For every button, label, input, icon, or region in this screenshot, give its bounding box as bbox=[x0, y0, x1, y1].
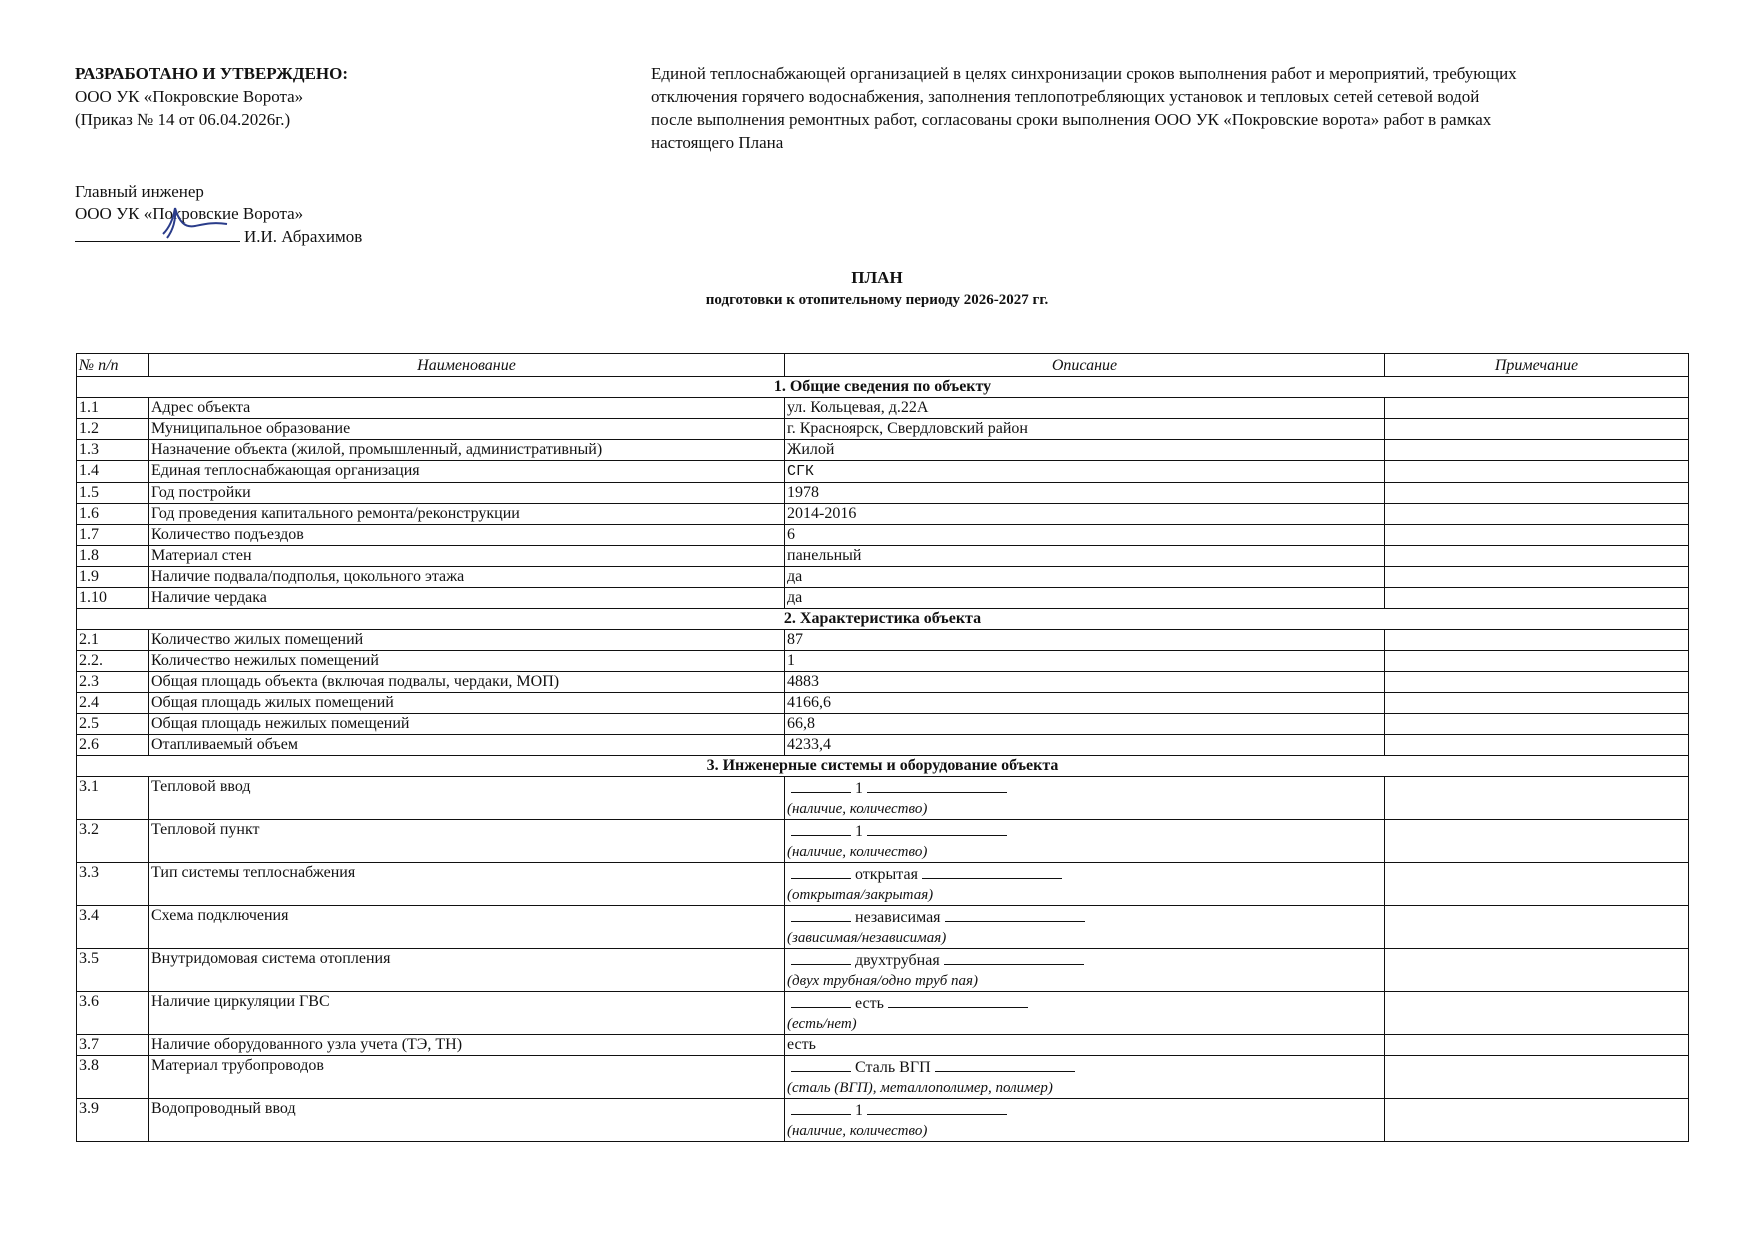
cell-name: Наличие чердака bbox=[149, 588, 785, 609]
value-text: 2014-2016 bbox=[787, 505, 857, 522]
table-row bbox=[77, 630, 1689, 651]
blank-line bbox=[922, 863, 1062, 879]
section-header-row bbox=[77, 756, 1689, 777]
blank-line bbox=[935, 1056, 1075, 1072]
table-row bbox=[77, 398, 1689, 419]
cell-note bbox=[1385, 992, 1689, 1035]
cell-note bbox=[1385, 461, 1689, 483]
blank-line bbox=[791, 992, 851, 1008]
cell-note bbox=[1385, 906, 1689, 949]
cell-note bbox=[1385, 777, 1689, 820]
cell-desc bbox=[785, 588, 1385, 609]
section-title: 2. Характеристика объекта bbox=[77, 609, 1689, 630]
approval-order: (Приказ № 14 от 06.04.2026г.) bbox=[75, 110, 291, 129]
cell-name: Муниципальное образование bbox=[149, 419, 785, 440]
signer-org: ООО УК «Покровские Ворота» bbox=[75, 204, 304, 223]
value-text: 1 bbox=[851, 1102, 867, 1119]
cell-num: 3.4 bbox=[77, 906, 149, 949]
cell-desc bbox=[785, 777, 1385, 820]
cell-num: 3.3 bbox=[77, 863, 149, 906]
table-row bbox=[77, 906, 1689, 949]
cell-desc bbox=[785, 525, 1385, 546]
table-row bbox=[77, 1056, 1689, 1099]
value-text: 4233,4 bbox=[787, 736, 831, 753]
value-text: есть bbox=[851, 995, 888, 1012]
blank-line bbox=[791, 820, 851, 836]
table-row bbox=[77, 672, 1689, 693]
value-text: 6 bbox=[787, 526, 795, 543]
table-row bbox=[77, 546, 1689, 567]
hint-text: (сталь (ВГП), металлополимер, полимер) bbox=[787, 1080, 1053, 1096]
table-row bbox=[77, 440, 1689, 461]
table-row bbox=[77, 820, 1689, 863]
cell-desc bbox=[785, 1056, 1385, 1099]
value-text: Сталь ВГП bbox=[851, 1059, 935, 1076]
cell-note bbox=[1385, 672, 1689, 693]
table-row bbox=[77, 1099, 1689, 1142]
table-row bbox=[77, 777, 1689, 820]
signer-name: И.И. Абрахимов bbox=[244, 227, 363, 246]
hint-text: (двух трубная/одно труб пая) bbox=[787, 973, 979, 989]
table-row bbox=[77, 525, 1689, 546]
cell-note bbox=[1385, 419, 1689, 440]
cell-name: Общая площадь объекта (включая подвалы, чердаки, МОП) bbox=[149, 672, 785, 693]
cell-num: 1.8 bbox=[77, 546, 149, 567]
plan-table bbox=[76, 353, 1689, 1142]
cell-note bbox=[1385, 630, 1689, 651]
cell-num: 2.2. bbox=[77, 651, 149, 672]
agreement-line: настоящего Плана bbox=[651, 133, 784, 152]
table-row bbox=[77, 1035, 1689, 1056]
cell-desc bbox=[785, 693, 1385, 714]
table-row bbox=[77, 693, 1689, 714]
cell-num: 2.6 bbox=[77, 735, 149, 756]
cell-name: Адрес объекта bbox=[149, 398, 785, 419]
cell-num: 1.4 bbox=[77, 461, 149, 483]
table-row bbox=[77, 949, 1689, 992]
table-row bbox=[77, 714, 1689, 735]
cell-note bbox=[1385, 588, 1689, 609]
value-text: панельный bbox=[787, 547, 862, 564]
value-text: 4166,6 bbox=[787, 694, 831, 711]
cell-desc bbox=[785, 398, 1385, 419]
cell-desc bbox=[785, 567, 1385, 588]
cell-desc bbox=[785, 735, 1385, 756]
cell-name: Единая теплоснабжающая организация bbox=[149, 461, 785, 483]
filled-value bbox=[787, 992, 1382, 1014]
section-title: 1. Общие сведения по объекту bbox=[77, 377, 1689, 398]
cell-note bbox=[1385, 651, 1689, 672]
filled-value bbox=[787, 863, 1382, 885]
filled-value bbox=[787, 1056, 1382, 1078]
cell-name: Год проведения капитального ремонта/реконструкции bbox=[149, 504, 785, 525]
cell-note bbox=[1385, 693, 1689, 714]
cell-desc bbox=[785, 483, 1385, 504]
cell-num: 3.9 bbox=[77, 1099, 149, 1142]
hint-text: (наличие, количество) bbox=[787, 1123, 928, 1139]
table-row bbox=[77, 735, 1689, 756]
blank-line bbox=[867, 1099, 1007, 1115]
filled-value bbox=[787, 949, 1382, 971]
cell-num: 1.3 bbox=[77, 440, 149, 461]
blank-line bbox=[791, 1099, 851, 1115]
header-name: Наименование bbox=[149, 354, 785, 377]
blank-line bbox=[791, 863, 851, 879]
cell-desc bbox=[785, 949, 1385, 992]
cell-num: 3.2 bbox=[77, 820, 149, 863]
cell-name: Год постройки bbox=[149, 483, 785, 504]
cell-desc bbox=[785, 1035, 1385, 1056]
cell-num: 3.6 bbox=[77, 992, 149, 1035]
cell-num: 2.4 bbox=[77, 693, 149, 714]
cell-num: 3.5 bbox=[77, 949, 149, 992]
blank-line bbox=[791, 906, 851, 922]
cell-num: 3.1 bbox=[77, 777, 149, 820]
blank-line bbox=[867, 820, 1007, 836]
blank-line bbox=[945, 906, 1085, 922]
blank-line bbox=[888, 992, 1028, 1008]
value-text: 87 bbox=[787, 631, 803, 648]
cell-name: Материал трубопроводов bbox=[149, 1056, 785, 1099]
cell-name: Отапливаемый объем bbox=[149, 735, 785, 756]
cell-note bbox=[1385, 735, 1689, 756]
value-text: СГК bbox=[787, 463, 815, 480]
blank-line bbox=[791, 949, 851, 965]
table-row bbox=[77, 992, 1689, 1035]
value-text: да bbox=[787, 568, 803, 585]
hint-text: (зависимая/независимая) bbox=[787, 930, 947, 946]
value-text: г. Красноярск, Свердловский район bbox=[787, 420, 1028, 437]
cell-note bbox=[1385, 714, 1689, 735]
blank-line bbox=[867, 777, 1007, 793]
cell-name: Общая площадь жилых помещений bbox=[149, 693, 785, 714]
cell-note bbox=[1385, 949, 1689, 992]
table-header-row bbox=[77, 354, 1689, 377]
cell-note bbox=[1385, 567, 1689, 588]
value-text: открытая bbox=[851, 866, 922, 883]
value-text: есть bbox=[787, 1036, 816, 1053]
cell-name: Тип системы теплоснабжения bbox=[149, 863, 785, 906]
cell-desc bbox=[785, 863, 1385, 906]
value-text: 1 bbox=[851, 780, 867, 797]
cell-desc bbox=[785, 1099, 1385, 1142]
cell-name: Количество подъездов bbox=[149, 525, 785, 546]
cell-desc bbox=[785, 461, 1385, 483]
value-text: независимая bbox=[851, 909, 945, 926]
cell-desc bbox=[785, 440, 1385, 461]
cell-num: 1.2 bbox=[77, 419, 149, 440]
approval-block bbox=[75, 62, 348, 131]
header-note: Примечание bbox=[1385, 354, 1689, 377]
cell-name: Наличие циркуляции ГВС bbox=[149, 992, 785, 1035]
agreement-text bbox=[651, 62, 1651, 154]
hint-text: (открытая/закрытая) bbox=[787, 887, 934, 903]
value-text: двухтрубная bbox=[851, 952, 944, 969]
cell-num: 3.8 bbox=[77, 1056, 149, 1099]
filled-value bbox=[787, 820, 1382, 842]
cell-num: 2.3 bbox=[77, 672, 149, 693]
cell-name: Количество жилых помещений bbox=[149, 630, 785, 651]
value-text: да bbox=[787, 589, 803, 606]
filled-value bbox=[787, 777, 1382, 799]
cell-desc bbox=[785, 630, 1385, 651]
cell-desc bbox=[785, 992, 1385, 1035]
cell-desc bbox=[785, 546, 1385, 567]
value-text: 4883 bbox=[787, 673, 819, 690]
document-subtitle: подготовки к отопительному периоду 2026-2027 гг. bbox=[705, 292, 1049, 308]
cell-name: Назначение объекта (жилой, промышленный, административный) bbox=[149, 440, 785, 461]
cell-note bbox=[1385, 1035, 1689, 1056]
handwritten-signature bbox=[155, 198, 235, 246]
hint-text: (наличие, количество) bbox=[787, 801, 928, 817]
cell-num: 1.1 bbox=[77, 398, 149, 419]
table-row bbox=[77, 567, 1689, 588]
cell-name: Наличие подвала/подполья, цокольного этажа bbox=[149, 567, 785, 588]
value-text: ул. Кольцевая, д.22А bbox=[787, 399, 929, 416]
cell-note bbox=[1385, 525, 1689, 546]
table-row bbox=[77, 588, 1689, 609]
cell-num: 1.10 bbox=[77, 588, 149, 609]
value-text: 1 bbox=[787, 652, 795, 669]
cell-name: Количество нежилых помещений bbox=[149, 651, 785, 672]
cell-num: 1.6 bbox=[77, 504, 149, 525]
cell-name: Внутридомовая система отопления bbox=[149, 949, 785, 992]
cell-desc bbox=[785, 504, 1385, 525]
section-header-row bbox=[77, 377, 1689, 398]
section-title: 3. Инженерные системы и оборудование объекта bbox=[77, 756, 1689, 777]
approval-org: ООО УК «Покровские Ворота» bbox=[75, 87, 304, 106]
filled-value bbox=[787, 1099, 1382, 1121]
cell-name: Водопроводный ввод bbox=[149, 1099, 785, 1142]
cell-num: 3.7 bbox=[77, 1035, 149, 1056]
cell-note bbox=[1385, 863, 1689, 906]
cell-desc bbox=[785, 714, 1385, 735]
table-row bbox=[77, 504, 1689, 525]
cell-note bbox=[1385, 1099, 1689, 1142]
agreement-line: после выполнения ремонтных работ, согласованы сроки выполнения ООО УК «Покровские ворота» работ в рамках bbox=[651, 110, 1492, 129]
cell-num: 1.7 bbox=[77, 525, 149, 546]
approval-title: РАЗРАБОТАНО И УТВЕРЖДЕНО: bbox=[75, 64, 349, 83]
cell-num: 2.1 bbox=[77, 630, 149, 651]
cell-name: Материал стен bbox=[149, 546, 785, 567]
table-row bbox=[77, 651, 1689, 672]
cell-num: 1.9 bbox=[77, 567, 149, 588]
table-row bbox=[77, 419, 1689, 440]
cell-desc bbox=[785, 419, 1385, 440]
cell-note bbox=[1385, 483, 1689, 504]
agreement-line: Единой теплоснабжающей организацией в целях синхронизации сроков выполнения работ и мероприятий, требующих bbox=[651, 64, 1517, 83]
hint-text: (есть/нет) bbox=[787, 1016, 857, 1032]
cell-desc bbox=[785, 651, 1385, 672]
cell-num: 1.5 bbox=[77, 483, 149, 504]
cell-num: 2.5 bbox=[77, 714, 149, 735]
cell-name: Тепловой пункт bbox=[149, 820, 785, 863]
cell-note bbox=[1385, 504, 1689, 525]
value-text: Жилой bbox=[787, 441, 835, 458]
signer-position: Главный инженер bbox=[75, 182, 204, 201]
cell-name: Схема подключения bbox=[149, 906, 785, 949]
table-row bbox=[77, 483, 1689, 504]
document-title: ПЛАН bbox=[851, 268, 903, 287]
filled-value bbox=[787, 906, 1382, 928]
cell-note bbox=[1385, 1056, 1689, 1099]
cell-name: Общая площадь нежилых помещений bbox=[149, 714, 785, 735]
header-desc: Описание bbox=[785, 354, 1385, 377]
table-row bbox=[77, 863, 1689, 906]
value-text: 1 bbox=[851, 823, 867, 840]
blank-line bbox=[791, 1056, 851, 1072]
value-text: 66,8 bbox=[787, 715, 815, 732]
cell-note bbox=[1385, 398, 1689, 419]
cell-desc bbox=[785, 906, 1385, 949]
hint-text: (наличие, количество) bbox=[787, 844, 928, 860]
blank-line bbox=[944, 949, 1084, 965]
section-header-row bbox=[77, 609, 1689, 630]
header-num: № п/п bbox=[77, 354, 149, 377]
cell-note bbox=[1385, 546, 1689, 567]
cell-note bbox=[1385, 820, 1689, 863]
blank-line bbox=[791, 777, 851, 793]
cell-note bbox=[1385, 440, 1689, 461]
cell-name: Наличие оборудованного узла учета (ТЭ, ТН) bbox=[149, 1035, 785, 1056]
agreement-line: отключения горячего водоснабжения, заполнения теплопотребляющих установок и тепловых сетей сетевой водой bbox=[651, 87, 1480, 106]
cell-name: Тепловой ввод bbox=[149, 777, 785, 820]
cell-desc bbox=[785, 672, 1385, 693]
value-text: 1978 bbox=[787, 484, 819, 501]
cell-desc bbox=[785, 820, 1385, 863]
table-row bbox=[77, 461, 1689, 483]
table-body bbox=[77, 377, 1689, 1142]
